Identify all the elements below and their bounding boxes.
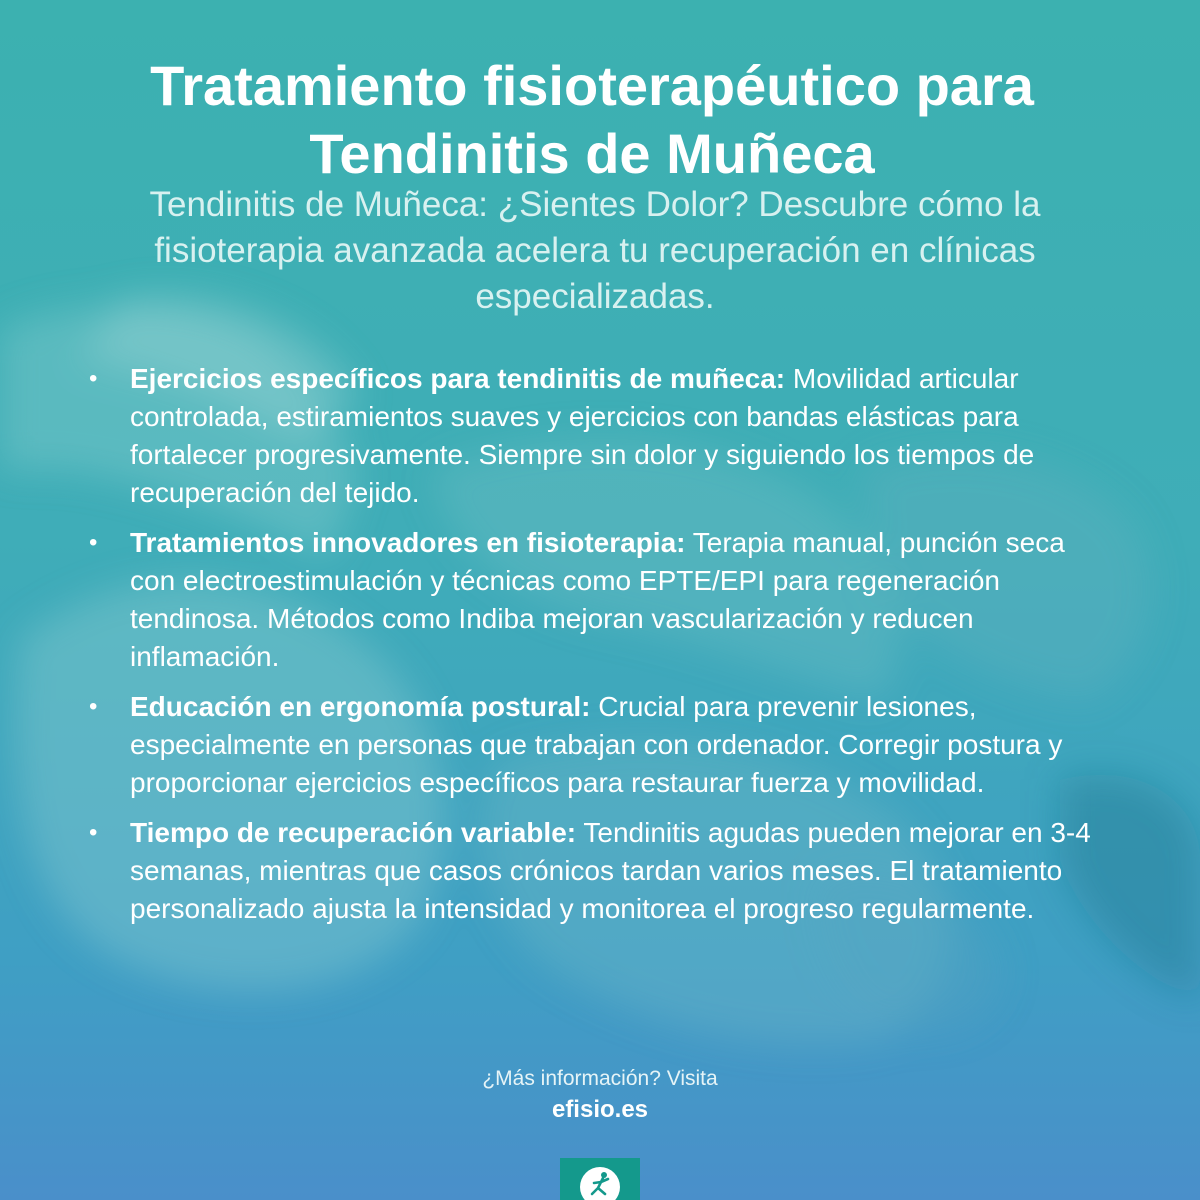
bullet-icon: • [89,819,98,846]
bullet-icon: • [89,529,98,556]
bullet-list [80,360,1110,940]
page-title-line-1: Tratamiento fisioterapéutico para [150,54,1034,117]
list-item-text: Crucial para prevenir lesiones, especialmente en personas que trabajan con ordenador. Corregir postura y proporcionar ejercicios específicos para restaurar fuerza y movilidad. [130,691,1063,798]
bullet-icon: • [89,365,98,392]
list-item [80,524,1110,676]
list-item-text: Movilidad articular controlada, estiramientos suaves y ejercicios con bandas elásticas para fortalecer progresivamente. Siempre sin dolor y siguiendo los tiempos de recuperación del tejido. [130,363,1035,508]
footer-website-link[interactable]: efisio.es [551,1096,649,1123]
list-item [80,360,1110,512]
list-item [80,814,1110,928]
list-item-text: Tendinitis agudas pueden mejorar en 3-4 semanas, mientras que casos crónicos tardan varios meses. El tratamiento personalizado ajusta la intensidad y monitorea el progreso regularmente. [130,817,1091,924]
list-item-title: Tiempo de recuperación variable: [130,817,577,848]
efisio-logo [560,1158,640,1200]
bullet-icon: • [89,693,98,720]
page-subtitle: Tendinitis de Muñeca: ¿Sientes Dolor? Descubre cómo la fisioterapia avanzada acelera tu recuperación en clínicas especializadas. [149,185,1041,316]
list-item-title: Ejercicios específicos para tendinitis de muñeca: [130,363,786,394]
physio-figure-icon [560,1158,640,1200]
list-item-title: Tratamientos innovadores en fisioterapia: [130,527,686,558]
list-item-title: Educación en ergonomía postural: [130,691,591,722]
list-item [80,688,1110,802]
page-title [100,52,1084,188]
list-item-text: Terapia manual, punción seca con electroestimulación y técnicas como EPTE/EPI para regeneración tendinosa. Métodos como Indiba mejoran vascularización y reducen inflamación. [130,527,1065,672]
page-title-line-2: Tendinitis de Muñeca [309,122,875,185]
footer-prompt: ¿Más información? Visita [482,1067,718,1090]
